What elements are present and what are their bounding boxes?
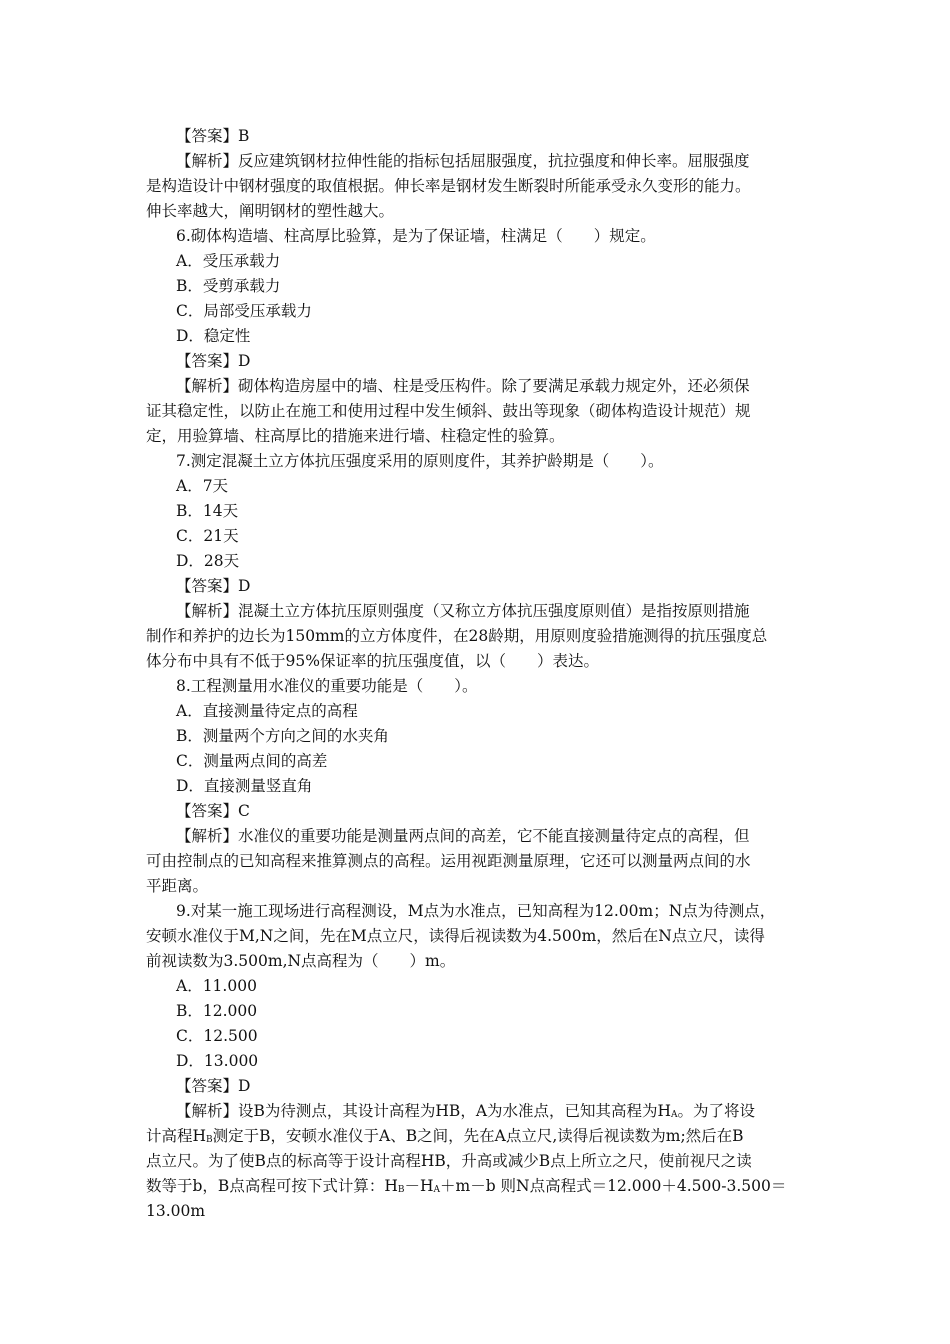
subscript: B [397, 1185, 405, 1195]
analysis-text: 测定于B，安顿水准仪于A、B之间，先在A点立尺,读得后视读数为m;然后在B [212, 1127, 744, 1145]
option-d: D．13.000 [176, 1052, 259, 1070]
option-c: C．21天 [176, 527, 239, 545]
analysis-line: 混凝土立方体抗压原则强度（又称立方体抗压强度原则值）是指按原则措施 [238, 602, 750, 620]
analysis-text: －H [404, 1177, 434, 1195]
analysis-text: 设B为待测点，其设计高程为HB，A为水准点，已知其高程为H [238, 1102, 672, 1120]
answer-value: B [238, 127, 250, 145]
option-b: B．测量两个方向之间的水夹角 [176, 727, 389, 745]
option-a: A．直接测量待定点的高程 [176, 702, 358, 720]
answer-line [146, 124, 806, 149]
question-text: 7.测定混凝土立方体抗压强度采用的原则度件，其养护龄期是（ ）。 [176, 452, 664, 470]
answer-label: 【答案】 [176, 127, 239, 145]
analysis-paragraph [146, 149, 806, 224]
analysis-line: 平距离。 [146, 877, 209, 895]
option-a: A．7天 [176, 477, 229, 495]
question-text: 8.工程测量用水准仪的重要功能是（ ）。 [176, 677, 478, 695]
analysis-line: 是构造设计中钢材强度的取值根据。伸长率是钢材发生断裂时所能承受永久变形的能力。 [146, 177, 751, 195]
analysis-text: 计高程H [146, 1127, 207, 1145]
analysis-label: 【解析】 [176, 1102, 239, 1120]
subscript: A [433, 1185, 440, 1195]
analysis-text: 数等于b，B点高程可按下式计算：H [146, 1177, 398, 1195]
option-b: B．受剪承载力 [176, 277, 281, 295]
option-d: D．稳定性 [176, 327, 251, 345]
question-6 [146, 224, 806, 449]
subscript: B [206, 1135, 213, 1145]
option-c: C．12.500 [176, 1027, 258, 1045]
option-c: C．测量两点间的高差 [176, 752, 328, 770]
analysis-line: 证其稳定性，以防止在施工和使用过程中发生倾斜、鼓出等现象（砌体构造设计规范）规 [146, 402, 751, 420]
question-text: 安顿水准仪于M,N之间，先在M点立尺，读得后视读数为4.500m，然后在N点立尺，读得 [146, 927, 765, 945]
analysis-line: 砌体构造房屋中的墙、柱是受压构件。除了要满足承载力规定外，还必须保 [238, 377, 750, 395]
question-text: 9.对某一施工现场进行高程测设，M点为水准点，已知高程为12.00m；N点为待测点， [176, 902, 776, 920]
answer-value: D [238, 577, 251, 595]
answer-line [146, 1074, 806, 1099]
answer-line [146, 574, 806, 599]
analysis-line: 可由控制点的已知高程来推算测点的高程。运用视距测量原理，它还可以测量两点间的水 [146, 852, 751, 870]
answer-label: 【答案】 [176, 802, 239, 820]
analysis-line: 定，用验算墙、柱高厚比的措施来进行墙、柱稳定性的验算。 [146, 427, 565, 445]
analysis-label: 【解析】 [176, 152, 239, 170]
answer-line [146, 349, 806, 374]
question-text: 6.砌体构造墙、柱高厚比验算，是为了保证墙，柱满足（ ）规定。 [176, 227, 656, 245]
answer-value: D [238, 1077, 251, 1095]
answer-label: 【答案】 [176, 577, 239, 595]
analysis-label: 【解析】 [176, 602, 239, 620]
document-page [146, 124, 806, 1224]
analysis-line: 水准仪的重要功能是测量两点间的高差，它不能直接测量待定点的高程，但 [238, 827, 750, 845]
option-b: B．14天 [176, 502, 239, 520]
question-8 [146, 674, 806, 899]
analysis-line: 反应建筑钢材拉伸性能的指标包括屈服强度，抗拉强度和伸长率。屈服强度 [238, 152, 750, 170]
subscript: A [671, 1110, 678, 1120]
answer-value: C [238, 802, 250, 820]
analysis-line: 制作和养护的边长为150mm的立方体度件，在28龄期，用原则度验措施测得的抗压强度总 [146, 627, 768, 645]
option-d: D．直接测量竖直角 [176, 777, 313, 795]
question-9 [146, 899, 806, 1224]
analysis-line: 体分布中具有不低于95%保证率的抗压强度值，以（ ）表达。 [146, 652, 599, 670]
analysis-line: 点立尺。为了使B点的标高等于设计高程HB，升高或减少B点上所立之尺，使前视尺之读 [146, 1152, 752, 1170]
question-text: 前视读数为3.500m,N点高程为（ ）m。 [146, 952, 456, 970]
option-c: C．局部受压承载力 [176, 302, 312, 320]
option-d: D．28天 [176, 552, 240, 570]
option-a: A．11.000 [176, 977, 257, 995]
analysis-line: 13.00m [146, 1202, 206, 1220]
analysis-line: 伸长率越大，阐明钢材的塑性越大。 [146, 202, 395, 220]
analysis-label: 【解析】 [176, 827, 239, 845]
option-b: B．12.000 [176, 1002, 258, 1020]
question-7 [146, 449, 806, 674]
analysis-text: 。为了将设 [677, 1102, 756, 1120]
analysis-label: 【解析】 [176, 377, 239, 395]
analysis-text: ＋m－b 则N点高程式＝12.000＋4.500-3.500＝ [440, 1177, 787, 1195]
option-a: A．受压承载力 [176, 252, 281, 270]
answer-line [146, 799, 806, 824]
answer-value: D [238, 352, 251, 370]
answer-label: 【答案】 [176, 1077, 239, 1095]
answer-label: 【答案】 [176, 352, 239, 370]
